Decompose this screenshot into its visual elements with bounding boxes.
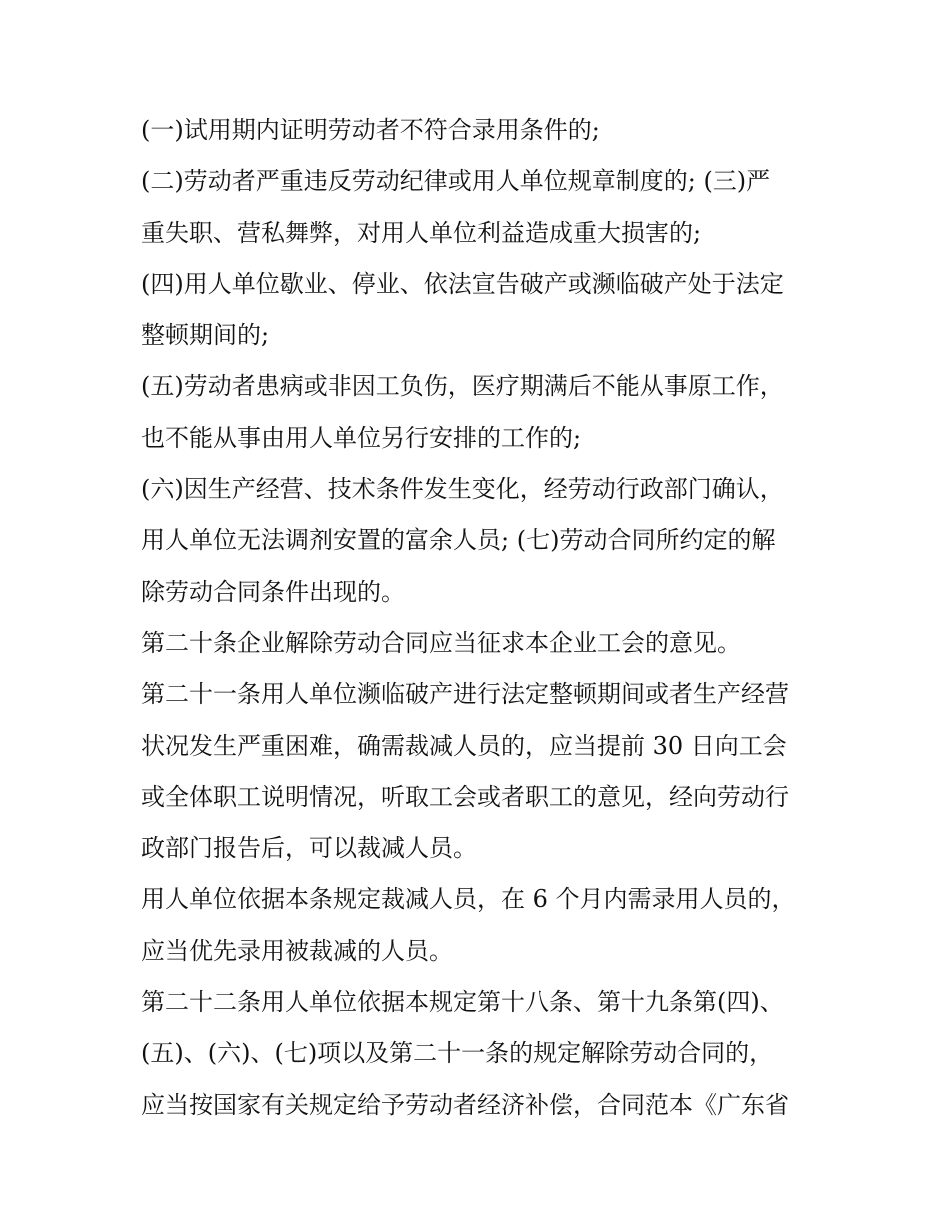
text-line: 状况发生严重困难，确需裁减人员的，应当提前 30 日向工会 <box>141 731 787 760</box>
text-line: 除劳动合同条件出现的。 <box>141 577 405 606</box>
text-line: 用人单位无法调剂安置的富余人员; (七)劳动合同所约定的解 <box>141 526 776 555</box>
text-line: (四)用人单位歇业、停业、依法宣告破产或濒临破产处于法定 <box>141 269 784 298</box>
text-line: 第二十一条用人单位濒临破产进行法定整顿期间或者生产经营 <box>141 680 789 709</box>
text-line: 第二十条企业解除劳动合同应当征求本企业工会的意见。 <box>141 628 741 657</box>
text-line: 应当按国家有关规定给予劳动者经济补偿，合同范本《广东省 <box>141 1090 789 1119</box>
text-line: 用人单位依据本条规定裁减人员，在 6 个月内需录用人员的， <box>141 885 796 914</box>
text-line: 应当优先录用被裁减的人员。 <box>141 936 453 965</box>
text-line: 重失职、营私舞弊，对用人单位利益造成重大损害的; <box>141 218 702 247</box>
text-line: 第二十二条用人单位依据本规定第十八条、第十九条第(四)、 <box>141 988 784 1017</box>
text-line: (六)因生产经营、技术条件发生变化，经劳动行政部门确认， <box>141 475 784 504</box>
text-line: 也不能从事由用人单位另行安排的工作的; <box>141 423 582 452</box>
text-line: 整顿期间的; <box>141 321 270 350</box>
text-line: 政部门报告后，可以裁减人员。 <box>141 834 477 863</box>
document-body <box>141 105 821 1131</box>
text-line: 或全体职工说明情况，听取工会或者职工的意见，经向劳动行 <box>141 782 789 811</box>
text-line: (二)劳动者严重违反劳动纪律或用人单位规章制度的; (三)严 <box>141 167 771 196</box>
text-line: (一)试用期内证明劳动者不符合录用条件的; <box>141 116 600 144</box>
text-line: (五)、(六)、(七)项以及第二十一条的规定解除劳动合同的， <box>141 1039 774 1068</box>
text-line: (五)劳动者患病或非因工负伤，医疗期满后不能从事原工作， <box>141 372 784 401</box>
